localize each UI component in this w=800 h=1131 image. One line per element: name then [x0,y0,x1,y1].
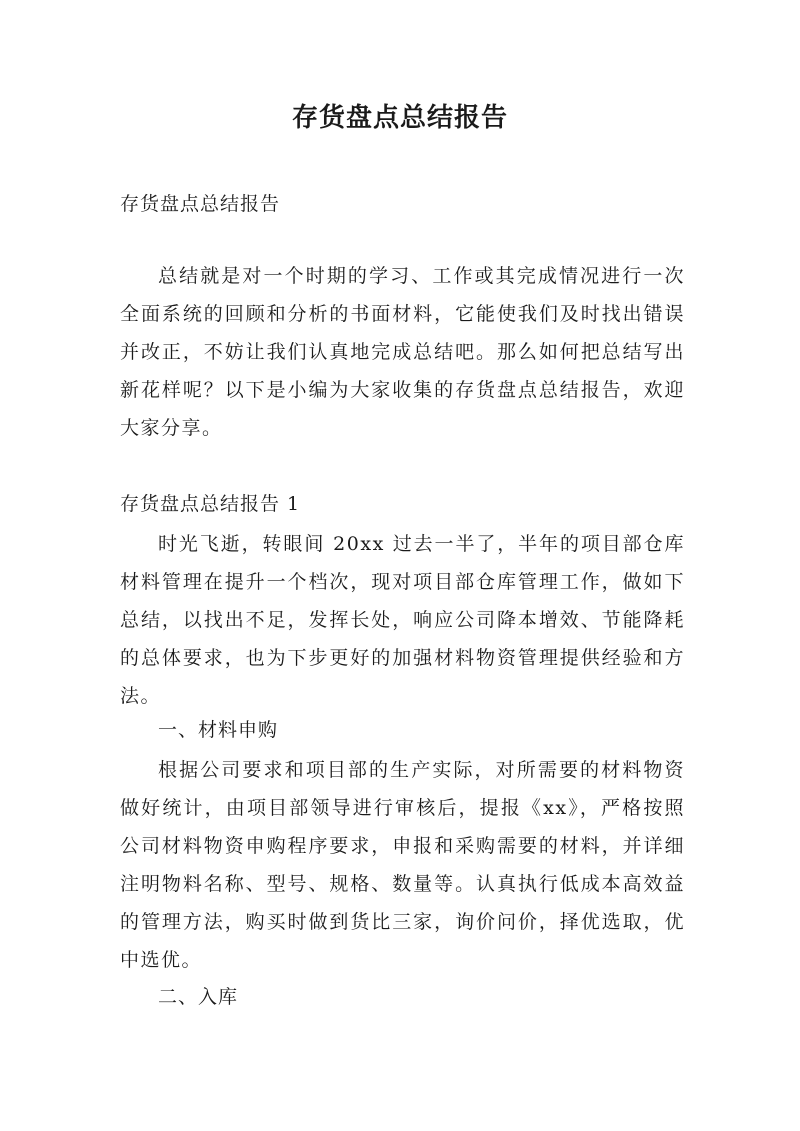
report-1-paragraph: 时光飞逝，转眼间 20xx 过去一半了，半年的项目部仓库材料管理在提升一个档次，现对项目部仓库管理工作，做如下总结，以找出不足，发挥长处，响应公司降本增效、节能降耗的总体要求，也为下步更好的加强材料物资管理提供经验和方法。 [120,533,685,707]
document-subtitle: 存货盘点总结报告 [120,193,281,215]
report-1-title: 存货盘点总结报告 1 [120,493,301,515]
intro-paragraph: 总结就是对一个时期的学习、工作或其完成情况进行一次全面系统的回顾和分析的书面材料，它能使我们及时找出错误并改正，不妨让我们认真地完成总结吧。那么如何把总结写出新花样呢？以下是小编为大家收集的存货盘点总结报告，欢迎大家分享。 [120,265,685,439]
section-1-heading: 一、材料申购 [158,719,279,741]
section-1-paragraph: 根据公司要求和项目部的生产实际，对所需要的材料物资做好统计，由项目部领导进行审核后，提报《xx》，严格按照公司材料物资申购程序要求，申报和采购需要的材料，并详细注明物料名称、型号、规格、数量等。认真执行低成本高效益的管理方法，购买时做到货比三家，询价问价，择优选取，优中选优。 [120,759,685,971]
document-title: 存货盘点总结报告 [291,103,508,133]
section-2-heading: 二、入库 [158,986,239,1008]
